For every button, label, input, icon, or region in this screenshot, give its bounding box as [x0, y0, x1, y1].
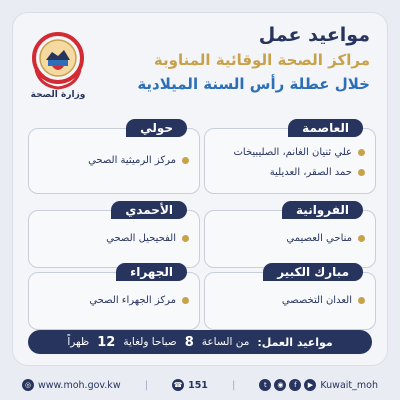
hours-label: مواعيد العمل: — [257, 335, 333, 349]
region-box-capital — [204, 121, 376, 194]
hours-end: 12 — [97, 334, 116, 350]
region-label: الأحمدي — [111, 201, 187, 219]
facebook-icon: f — [289, 379, 301, 391]
title-line-1: مواعيد عمل — [258, 24, 370, 46]
twitter-icon: t — [259, 379, 271, 391]
globe-icon: ◎ — [22, 379, 34, 391]
hours-text-to: صباحا ولغاية — [123, 336, 177, 348]
youtube-icon: ▶ — [304, 379, 316, 391]
social-handle[interactable]: t ◉ f ▶ Kuwait_moh — [259, 379, 378, 391]
title-line-3: خلال عطلة رأس السنة الميلادية — [137, 75, 370, 93]
region-box-ahmadi — [28, 203, 200, 268]
region-label: الفروانية — [282, 201, 363, 219]
title-line-2: مراكز الصحة الوقائية المناوبة — [153, 51, 370, 69]
hotline[interactable]: ☎ 151 — [173, 379, 208, 391]
center-item: مركز الرميثية الصحي — [88, 155, 189, 166]
center-item: مناحي العصيمي — [286, 233, 365, 244]
hours-text-noon: ظهراً — [67, 336, 90, 348]
bullet-icon — [358, 149, 365, 156]
hours-start: 8 — [184, 334, 194, 350]
bullet-icon — [182, 235, 189, 242]
region-label: مبارك الكبير — [263, 263, 363, 281]
phone-icon: ☎ — [173, 381, 183, 389]
region-box-farwaniya — [204, 203, 376, 268]
bullet-icon — [358, 235, 365, 242]
region-label: حولي — [126, 119, 187, 137]
bullet-icon — [358, 297, 365, 304]
working-hours-bar — [28, 330, 372, 354]
ministry-logo-icon — [30, 30, 86, 94]
social-icons — [259, 379, 316, 391]
page-title — [100, 22, 370, 96]
ministry-name: وزارة الصحة — [30, 90, 86, 100]
instagram-icon: ◉ — [274, 379, 286, 391]
website-link[interactable]: ◎ www.moh.gov.kw — [22, 379, 121, 391]
divider: | — [144, 379, 148, 391]
center-item: مركز الجهراء الصحي — [89, 295, 189, 306]
bullet-icon — [358, 169, 365, 176]
region-label: العاصمة — [288, 119, 363, 137]
footer — [0, 370, 400, 400]
center-item: الفحيحيل الصحي — [106, 233, 189, 244]
hours-text-from: من الساعة — [201, 336, 250, 348]
region-label: الجهراء — [116, 263, 187, 281]
region-box-jahra — [28, 265, 200, 330]
bullet-icon — [182, 297, 189, 304]
center-item: العدان التخصصي — [282, 295, 365, 306]
region-box-mubarak-alkabeer — [204, 265, 376, 330]
bullet-icon — [182, 157, 189, 164]
divider: | — [232, 379, 236, 391]
region-box-hawalli — [28, 121, 200, 194]
center-item: علي ثنيان الغانم، الصليبيخات — [234, 147, 366, 158]
center-item: حمد الصقر، العديلية — [270, 167, 365, 178]
